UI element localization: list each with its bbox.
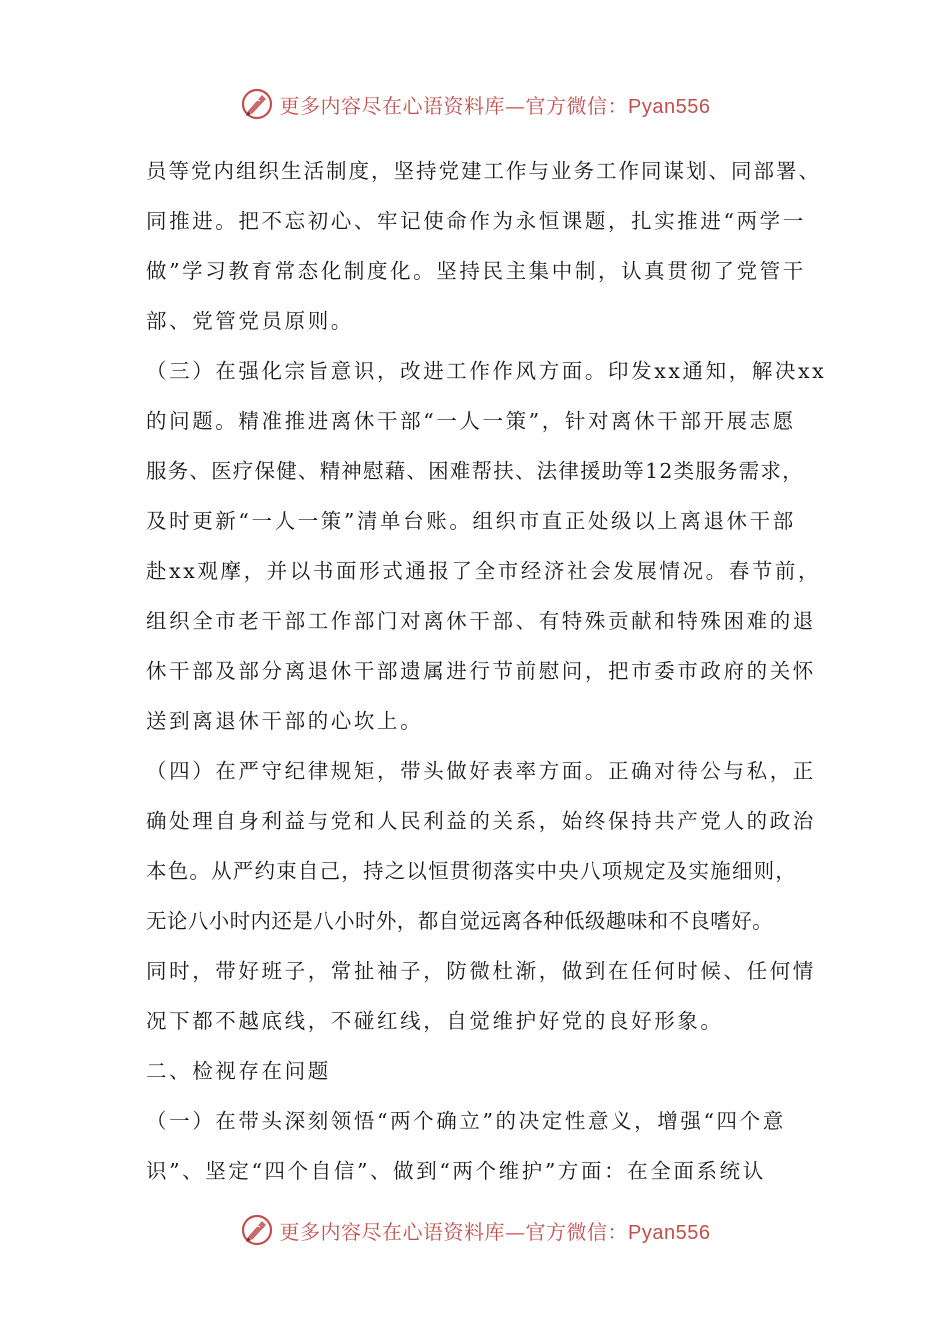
text-line: （一）在带头深刻领悟“两个确立”的决定性意义，增强“四个意 (146, 1109, 786, 1133)
document-body (146, 146, 827, 1196)
text-line: 况下都不越底线，不碰红线，自觉维护好党的良好形象。 (146, 1009, 724, 1033)
text-line: （三）在强化宗旨意识，改进工作作风方面。印发xx通知，解决xx (146, 359, 827, 383)
text-line: 部、党管党员原则。 (146, 309, 354, 333)
text-line: 同时，带好班子，常扯袖子，防微杜渐，做到在任何时候、任何情 (146, 959, 816, 983)
text-line: 本色。从严约束自己，持之以恒贯彻落实中央八项规定及实施细则， (146, 859, 797, 883)
watermark-label: 更多内容尽在心语资料库—官方微信： (279, 1219, 629, 1244)
watermark-wechat-id: Pyan556 (628, 1221, 711, 1244)
watermark-label: 更多内容尽在心语资料库—官方微信： (279, 93, 629, 118)
header-watermark (0, 84, 950, 124)
text-line: 休干部及部分离退休干部遗属进行节前慰问，把市委市政府的关怀 (146, 659, 816, 683)
text-line: 组织全市老干部工作部门对离休干部、有特殊贡献和特殊困难的退 (146, 609, 816, 633)
text-line: （四）在严守纪律规矩，带头做好表率方面。正确对待公与私，正 (146, 759, 816, 783)
footer-watermark (0, 1210, 950, 1250)
watermark-wechat-id: Pyan556 (628, 95, 711, 118)
text-line: 送到离退休干部的心坎上。 (146, 709, 424, 733)
text-line: 赴xx观摩，并以书面形式通报了全市经济社会发展情况。春节前， (146, 559, 822, 583)
text-line: 做”学习教育常态化制度化。坚持民主集中制，认真贯彻了党管干 (146, 259, 806, 283)
text-line: 无论八小时内还是八小时外，都自觉远离各种低级趣味和不良嗜好。 (146, 909, 773, 933)
section-heading: 二、检视存在问题 (146, 1059, 331, 1083)
watermark-text (280, 1216, 711, 1245)
text-line: 确处理自身利益与党和人民利益的关系，始终保持共产党人的政治 (146, 809, 816, 833)
text-line: 员等党内组织生活制度，坚持党建工作与业务工作同谋划、同部署、 (146, 159, 821, 183)
text-line: 识”、坚定“四个自信”、做到“两个维护”方面：在全面系统认 (146, 1159, 766, 1183)
text-line: 及时更新“一人一策”清单台账。组织市直正处级以上离退休干部 (146, 509, 796, 533)
pen-logo-icon (240, 87, 274, 121)
text-line: 的问题。精准推进离休干部“一人一策”，针对离休干部开展志愿 (146, 409, 796, 433)
text-line: 同推进。把不忘初心、牢记使命作为永恒课题，扎实推进“两学一 (146, 209, 806, 233)
text-line: 服务、医疗保健、精神慰藉、困难帮扶、法律援助等12类服务需求， (146, 459, 804, 483)
watermark-text (280, 90, 711, 119)
pen-logo-icon (240, 1213, 274, 1247)
